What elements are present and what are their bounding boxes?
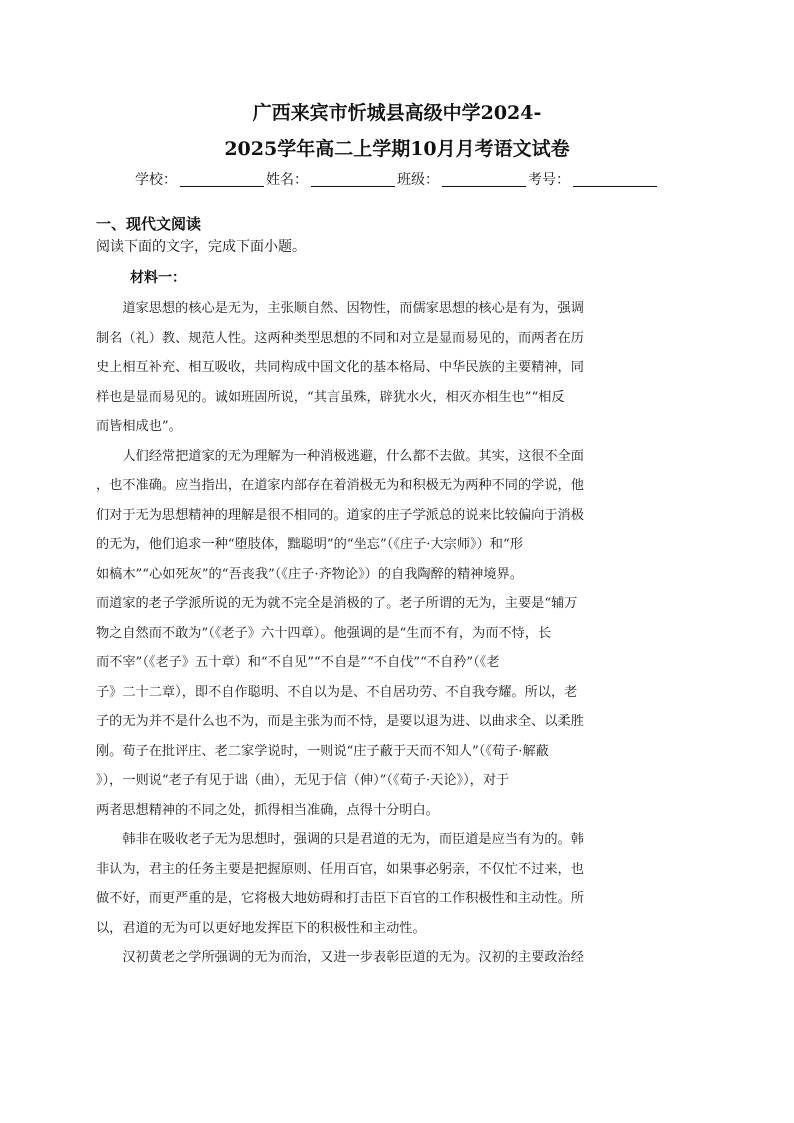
passage-line: 刚。荀子在批评庄、老二家学说时，一则说“庄子蔽于天而不知人”（《荀子·解蔽 [96, 743, 549, 759]
material-label: 材料一： [130, 270, 186, 286]
passage-line: 们对于无为思想精神的理解是很不相同的。道家的庄子学派总的说来比较偏向于消极 [96, 507, 584, 523]
passage-line: 的无为，他们追求一种“堕肢体，黜聪明”的“坐忘”（《庄子·大宗师》）和“形 [96, 537, 523, 552]
passage-line: 道家思想的核心是无为，主张顺自然、因物性，而儒家思想的核心是有为，强调 [96, 301, 584, 316]
passage-line: ，也不准确。应当指出，在道家内部存在着消极无为和积极无为两种不同的学说，他 [96, 478, 584, 493]
exam-title-line1: 广西来宾市忻城县高级中学2024- [252, 102, 542, 124]
reading-passage [96, 297, 700, 976]
section-heading: 一、现代文阅读 [96, 215, 202, 233]
passage-line: 两者思想精神的不同之处，抓得相当准确，点得十分明白。 [96, 802, 439, 818]
passage-line: 子》二十二章），即不自作聪明、不自以为是、不自居功劳、不自我夸耀。所以，老 [96, 684, 578, 700]
passage-line: 以，君道的无为可以更好地发挥臣下的积极性和主动性。 [96, 920, 426, 936]
school-blank [180, 172, 264, 187]
exam-title-line2: 2025学年高二上学期10月月考语文试卷 [224, 138, 570, 160]
passage-line: 人们经常把道家的无为理解为一种消极逃避，什么都不去做。其实，这很不全面 [96, 448, 584, 464]
passage-line: 韩非在吸收老子无为思想时，强调的只是君道的无为，而臣道是应当有为的。韩 [96, 832, 584, 847]
number-label: 考号： [528, 172, 570, 188]
passage-line: 样也是显而易见的。诚如班固所说，“其言虽殊，辟犹水火，相灭亦相生也”“相反 [96, 389, 565, 405]
passage-line: 》），一则说“老子有见于诎（曲），无见于信（伸）”（《荀子·天论》），对于 [96, 773, 510, 788]
name-label: 姓名： [266, 172, 308, 188]
passage-line: 而皆相成也”。 [96, 419, 182, 434]
number-blank [573, 172, 657, 187]
passage-line: 如槁木”“心如死灰”的“吾丧我”（《庄子·齐物论》）的自我陶醉的精神境界。 [96, 566, 523, 582]
passage-line: 汉初黄老之学所强调的无为而治，又进一步表彰臣道的无为。汉初的主要政治经 [96, 950, 584, 965]
passage-line: 而不宰”（《老子》五十章）和“不自见”“不自是”“不自伐”“不自矜”（《老 [96, 655, 500, 670]
passage-line: 制名（礼）教、规范人性。这两种类型思想的不同和对立是显而易见的，而两者在历 [96, 330, 584, 346]
reading-instruction: 阅读下面的文字，完成下面小题。 [96, 239, 306, 255]
student-info-row [0, 170, 794, 190]
passage-line: 史上相互补充、相互吸收，共同构成中国文化的基本格局、中华民族的主要精神，同 [96, 360, 584, 375]
passage-line: 物之自然而不敢为”（《老子》六十四章）。他强调的是“生而不有，为而不恃，长 [96, 625, 552, 641]
school-label: 学校： [135, 172, 177, 188]
class-blank [442, 172, 526, 187]
passage-line: 而道家的老子学派所说的无为就不完全是消极的了。老子所谓的无为，主要是“辅万 [96, 596, 578, 611]
name-blank [311, 172, 395, 187]
passage-line: 做不好，而更严重的是，它将极大地妨碍和打击臣下百官的工作积极性和主动性。所 [96, 891, 584, 906]
passage-line: 子的无为并不是什么也不为，而是主张为而不恃，是要以退为进、以曲求全、以柔胜 [96, 714, 584, 729]
passage-line: 非认为，君主的任务主要是把握原则、任用百官，如果事必躬亲，不仅忙不过来，也 [96, 861, 584, 877]
class-label: 班级： [397, 172, 439, 188]
